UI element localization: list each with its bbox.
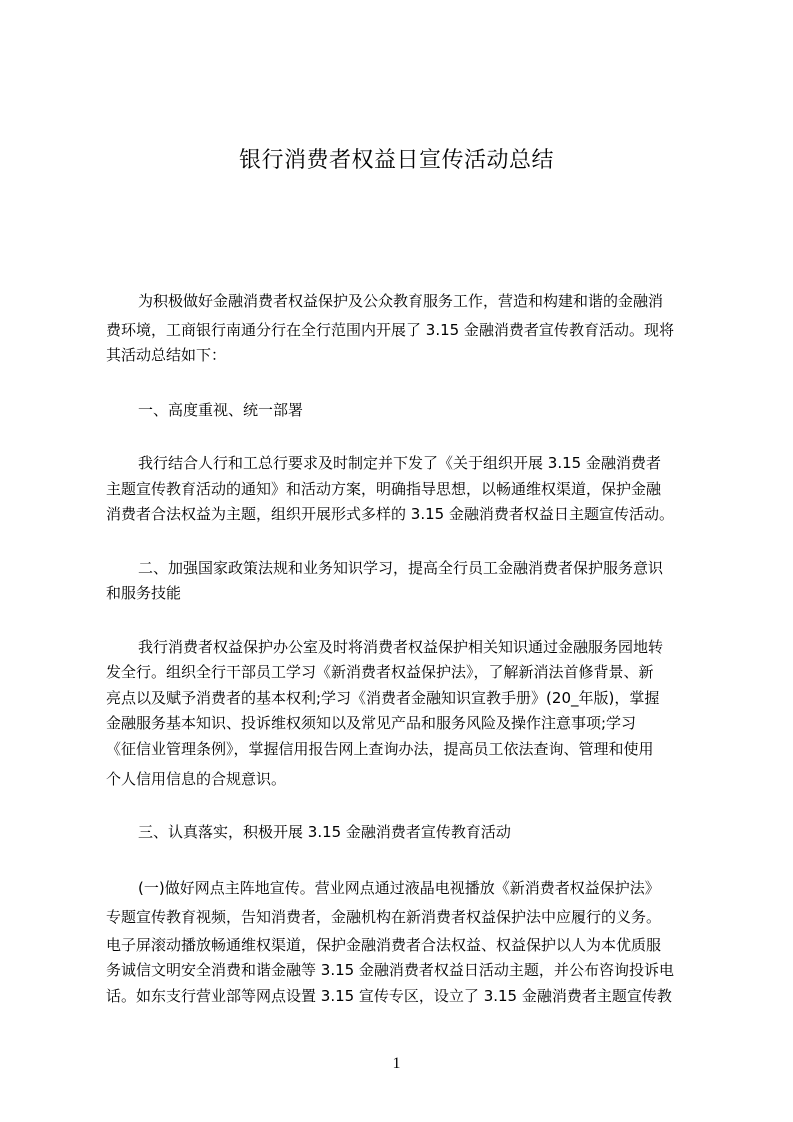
- paragraph-line: 金融服务基本知识、投诉维权须知以及常见产品和服务风险及操作注意事项;学习: [106, 714, 637, 732]
- paragraph-line: 为积极做好金融消费者权益保护及公众教育服务工作，营造和构建和谐的金融消: [138, 292, 664, 310]
- section-heading: 三、认真落实，积极开展 3.15 金融消费者宣传教育活动: [138, 823, 511, 841]
- section-heading: 一、高度重视、统一部署: [138, 401, 304, 419]
- paragraph-line: 专题宣传教育视频，告知消费者，金融机构在新消费者权益保护法中应履行的义务。: [106, 908, 662, 926]
- paragraph-line: 主题宣传教育活动的通知》和活动方案，明确指导思想，以畅通维权渠道，保护金融: [106, 480, 662, 498]
- paragraph-line: 务诚信文明安全消费和谐金融等 3.15 金融消费者权益日活动主题，并公布咨询投诉电: [106, 961, 674, 979]
- paragraph-line: 发全行。组织全行干部员工学习《新消费者权益保护法》，了解新消法首修背景、新: [106, 663, 654, 681]
- paragraph-line: 亮点以及赋予消费者的基本权利;学习《消费者金融知识宣教手册》(20_年版)，掌握: [106, 689, 660, 707]
- paragraph-line: 个人信用信息的合规意识。: [106, 770, 287, 788]
- page-number: 1: [392, 1055, 401, 1072]
- paragraph-line: 我行结合人行和工总行要求及时制定并下发了《关于组织开展 3.15 金融消费者: [138, 454, 661, 472]
- paragraph-line: 费环境，工商银行南通分行在全行范围内开展了 3.15 金融消费者宣传教育活动。现将: [106, 321, 674, 339]
- paragraph-line: 电子屏滚动播放畅通维权渠道，保护金融消费者合法权益、权益保护以人为本优质服: [106, 936, 662, 954]
- paragraph-line: 其活动总结如下：: [106, 346, 227, 364]
- paragraph-line: 消费者合法权益为主题，组织开展形式多样的 3.15 金融消费者权益日主题宣传活动。: [106, 505, 674, 523]
- paragraph-line: 《征信业管理条例》，掌握信用报告网上查询办法，提高员工依法查询、管理和使用: [106, 740, 654, 758]
- section-heading: 二、加强国家政策法规和业务知识学习，提高全行员工金融消费者保护服务意识: [138, 559, 664, 577]
- section-heading: 和服务技能: [106, 584, 182, 602]
- paragraph-line: 话。如东支行营业部等网点设置 3.15 宣传专区，设立了 3.15 金融消费者主题宣传教: [106, 987, 672, 1005]
- paragraph-line: (一)做好网点主阵地宣传。营业网点通过液晶电视播放《新消费者权益保护法》: [138, 879, 660, 897]
- page-title: 银行消费者权益日宣传活动总结: [238, 148, 554, 173]
- paragraph-line: 我行消费者权益保护办公室及时将消费者权益保护相关知识通过金融服务园地转: [138, 638, 664, 656]
